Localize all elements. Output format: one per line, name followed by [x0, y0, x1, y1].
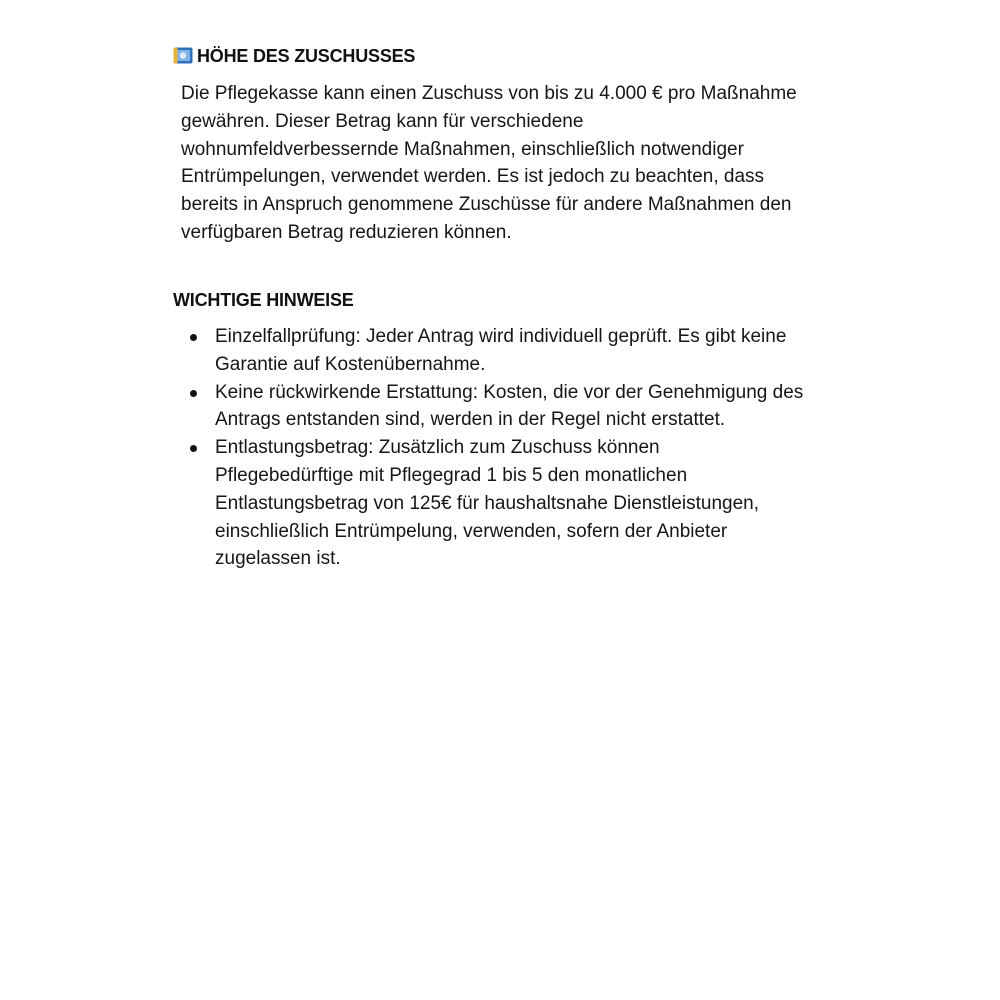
section-heading-amount-text: HÖHE DES ZUSCHUSSES [197, 46, 416, 66]
paragraph-line: gewähren. Dieser Betrag kann für verschiedene [181, 110, 584, 132]
list-item-line: Entlastungsbetrag: Zusätzlich zum Zuschuss können [215, 437, 660, 459]
section-heading-notes [173, 288, 354, 312]
paragraph-line: wohnumfeldverbessernde Maßnahmen, einschließlich notwendiger [181, 138, 744, 160]
bullet-icon [190, 390, 197, 397]
list-item-line: einschließlich Entrümpelung, verwenden, sofern der Anbieter [215, 520, 728, 542]
section-heading-notes-text: WICHTIGE HINWEISE [173, 290, 354, 310]
paragraph-line: verfügbaren Betrag reduzieren können. [181, 221, 512, 243]
list-item-line: zugelassen ist. [215, 548, 341, 570]
list-item-line: Entlastungsbetrag von 125€ für haushaltsnahe Dienstleistungen, [215, 492, 759, 514]
list-item-line: Antrags entstanden sind, werden in der Regel nicht erstattet. [215, 409, 726, 431]
bullet-icon [190, 334, 197, 341]
paragraph-line: Die Pflegekasse kann einen Zuschuss von bis zu 4.000 € pro Maßnahme [181, 83, 797, 104]
list-item-line: Pflegebedürftige mit Pflegegrad 1 bis 5 den monatlichen [215, 464, 688, 486]
list-item-line: Einzelfallprüfung: Jeder Antrag wird individuell geprüft. Es gibt keine [215, 326, 787, 347]
bullet-icon [190, 445, 197, 452]
list-item [180, 323, 900, 379]
section-heading-amount [173, 44, 415, 68]
paragraph-line: bereits in Anspruch genommene Zuschüsse für andere Maßnahmen den [181, 194, 792, 216]
euro-banknote-icon [173, 47, 193, 64]
list-item-line: Keine rückwirkende Erstattung: Kosten, die vor der Genehmigung des [215, 381, 804, 403]
amount-paragraph [181, 80, 881, 247]
list-item [180, 379, 900, 435]
paragraph-line: Entrümpelungen, verwendet werden. Es ist jedoch zu beachten, dass [181, 166, 765, 188]
notes-list [180, 323, 900, 573]
list-item [180, 434, 900, 573]
list-item-line: Garantie auf Kostenübernahme. [215, 353, 486, 375]
